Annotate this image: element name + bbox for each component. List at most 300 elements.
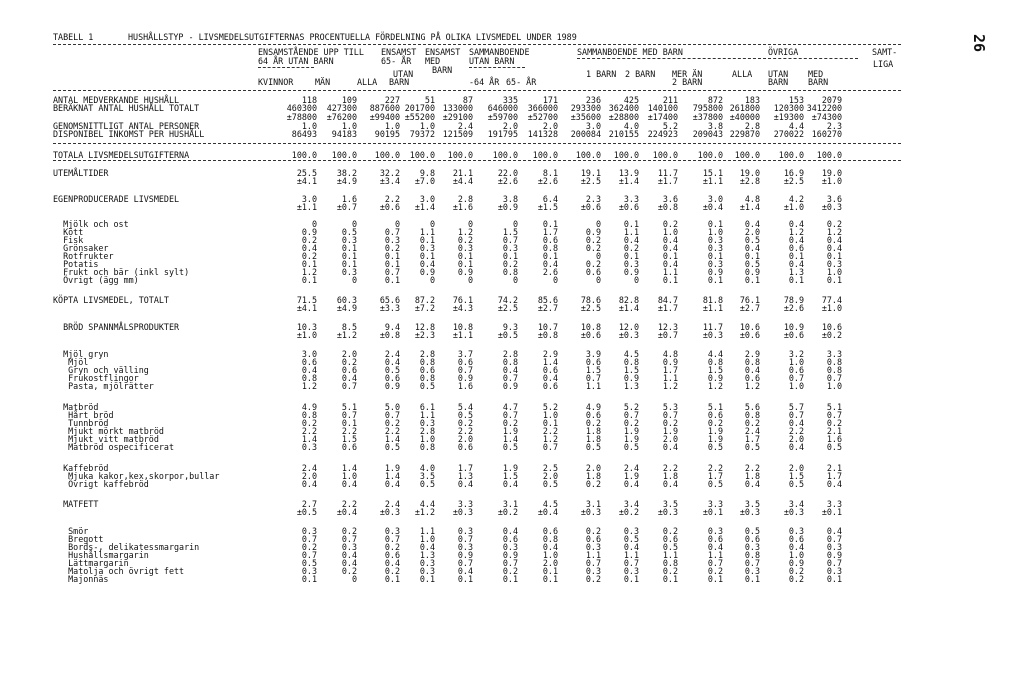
table-cell: 3.0 [301, 349, 317, 359]
table-cell: 160270 [811, 129, 842, 139]
table-cell: ±35600 [570, 112, 601, 122]
table-cell: 0.8 [301, 410, 317, 420]
table-cell: ±1.0 [296, 330, 317, 340]
table-cell: 8.5 [341, 322, 357, 332]
table-cell: 1.0 [542, 550, 558, 560]
table-cell: 0.6 [341, 442, 357, 452]
table-cell: 0.9 [457, 373, 473, 383]
table-cell: ±0.3 [618, 330, 639, 340]
table-cell: 1.1 [662, 550, 678, 560]
table-cell: ±59700 [487, 112, 518, 122]
table-cell: 3.9 [585, 349, 601, 359]
table-cell: 0.6 [542, 381, 558, 391]
table-cell: 2.2 [301, 426, 317, 436]
table-cell: 0 [429, 275, 435, 285]
table-cell: 3.8 [707, 121, 723, 131]
table-cell: 0.1 [707, 275, 723, 285]
table-cell: 0.1 [826, 275, 842, 285]
table-cell: ±76200 [326, 112, 357, 122]
table-cell: 1.9 [707, 426, 723, 436]
table-cell: 100.0 [697, 150, 723, 160]
table-cell: 1.2 [542, 434, 558, 444]
table-cell: 1.7 [826, 471, 842, 481]
table-cell: 236 [585, 95, 601, 105]
table-cell: 0.9 [585, 227, 601, 237]
table-cell: 0.9 [623, 267, 639, 277]
table-cell: 0.4 [623, 542, 639, 552]
table-cell: ±0.2 [821, 330, 842, 340]
table-cell: ±0.8 [657, 202, 678, 212]
table-cell: 0.4 [744, 365, 760, 375]
row-label: KÖPTA LIVSMEDEL, TOTALT [53, 295, 169, 305]
table-cell: 4.7 [502, 402, 518, 412]
table-cell: 3.0 [301, 194, 317, 204]
table-cell: 100.0 [734, 150, 760, 160]
row-label: MATFETT [53, 499, 99, 509]
table-cell: 2.2 [662, 463, 678, 473]
table-cell: 0.4 [662, 442, 678, 452]
table-cell: 0.9 [384, 381, 400, 391]
table-cell: 1.8 [585, 434, 601, 444]
table-cell: 21.1 [452, 168, 473, 178]
table-cell: 0.5 [788, 479, 804, 489]
table-cell: 293300 [570, 103, 601, 113]
table-cell: ±1.2 [414, 507, 435, 517]
table-cell: ±0.3 [452, 507, 473, 517]
header-group-samtliga-sub: LIGA [873, 59, 894, 69]
table-cell: 0.5 [744, 235, 760, 245]
table-cell: 2079 [821, 95, 842, 105]
table-cell: 0.4 [341, 479, 357, 489]
table-cell: 0.9 [419, 267, 435, 277]
table-cell: ±2.7 [537, 303, 558, 313]
header-group-samtliga: SAMT- [872, 47, 898, 57]
table-cell: 0.2 [826, 219, 842, 229]
table-cell: 0.2 [341, 357, 357, 367]
table-cell: 0.7 [301, 550, 317, 560]
table-cell: 0.6 [788, 365, 804, 375]
table-cell: 71.5 [296, 295, 317, 305]
table-cell: 0.3 [707, 235, 723, 245]
table-cell: 1.1 [623, 227, 639, 237]
row-label: Mjöl [53, 357, 89, 367]
table-cell: 10.6 [821, 322, 842, 332]
table-cell: 100.0 [778, 150, 804, 160]
table-cell: ±0.3 [702, 330, 723, 340]
table-cell: 0.3 [788, 526, 804, 536]
header-alla-2: ALLA [732, 69, 753, 79]
table-cell: 425 [623, 95, 639, 105]
table-cell: 0 [311, 219, 317, 229]
table-cell: 183 [744, 95, 760, 105]
table-cell: 0.1 [744, 251, 760, 261]
table-cell: 0.1 [707, 574, 723, 584]
table-cell: 78.9 [783, 295, 804, 305]
table-cell: 0.3 [384, 526, 400, 536]
table-cell: 0.2 [384, 542, 400, 552]
table-cell: 1.2 [662, 381, 678, 391]
table-cell: 227 [384, 95, 400, 105]
table-cell: 0.1 [623, 574, 639, 584]
table-cell: 0.7 [585, 373, 601, 383]
table-cell: 1.1 [585, 381, 601, 391]
table-cell: 0.7 [457, 558, 473, 568]
table-cell: 0.1 [457, 574, 473, 584]
table-cell: ±0.4 [537, 507, 558, 517]
table-cell: 872 [707, 95, 723, 105]
page-number: 26 [970, 34, 988, 53]
table-cell: 0.3 [744, 542, 760, 552]
table-cell: ±55200 [404, 112, 435, 122]
section-rule [53, 143, 901, 144]
table-cell: 0.5 [585, 442, 601, 452]
table-cell: ±0.3 [739, 507, 760, 517]
table-cell: ±1.0 [783, 202, 804, 212]
table-cell: 1.4 [384, 434, 400, 444]
table-cell: 1.4 [341, 463, 357, 473]
table-cell: 0.1 [457, 251, 473, 261]
table-cell: 12.0 [618, 322, 639, 332]
header-rule-1 [258, 67, 314, 68]
header-64: -64 ÅR [469, 77, 500, 87]
table-cell: 2.0 [457, 434, 473, 444]
table-cell: 0.8 [707, 357, 723, 367]
table-cell: 0.6 [542, 235, 558, 245]
table-cell: 5.2 [542, 402, 558, 412]
table-cell: 6.1 [419, 402, 435, 412]
header-group-ensamst-65: ENSAMST [381, 47, 417, 57]
table-cell: 19.1 [580, 168, 601, 178]
table-cell: ±78800 [286, 112, 317, 122]
table-cell: 0.4 [419, 259, 435, 269]
table-cell: 0.1 [623, 219, 639, 229]
table-cell: 0.4 [788, 542, 804, 552]
row-label: Mjuka kakor,kex,skorpor,bullar [53, 471, 220, 481]
table-cell: 0.4 [457, 479, 473, 489]
table-cell: 0.1 [542, 418, 558, 428]
table-cell: 0.3 [301, 526, 317, 536]
table-cell: 1.0 [419, 434, 435, 444]
header-mer-an: MER ÄN [672, 69, 703, 79]
table-cell: 1.0 [788, 550, 804, 560]
table-cell: 2.4 [623, 463, 639, 473]
table-cell: 1.2 [826, 227, 842, 237]
table-cell: 0.3 [707, 259, 723, 269]
table-cell: 90195 [374, 129, 400, 139]
table-cell: 229870 [729, 129, 760, 139]
table-cell: ±4.3 [452, 303, 473, 313]
table-cell: ±7.0 [414, 176, 435, 186]
table-cell: 13.9 [618, 168, 639, 178]
table-cell: 0.3 [419, 418, 435, 428]
table-cell: 0.2 [341, 566, 357, 576]
table-cell: 0.1 [826, 574, 842, 584]
table-cell: 0.1 [384, 259, 400, 269]
table-cell: 0.2 [662, 526, 678, 536]
table-cell: 224923 [647, 129, 678, 139]
table-cell: 1.0 [826, 267, 842, 277]
row-label: Fisk [53, 235, 84, 245]
table-cell: 3.2 [788, 349, 804, 359]
table-cell: 2.4 [744, 426, 760, 436]
header-bottom-rule [53, 90, 901, 91]
table-cell: 0 [351, 275, 357, 285]
table-cell: 0.6 [542, 365, 558, 375]
table-cell: 0.4 [384, 479, 400, 489]
table-cell: 140100 [647, 103, 678, 113]
table-cell: 1.2 [744, 381, 760, 391]
table-cell: 3.3 [826, 349, 842, 359]
table-cell: 0.3 [341, 235, 357, 245]
table-cell: 1.4 [384, 471, 400, 481]
table-cell: 0.8 [744, 410, 760, 420]
table-cell: 0.1 [744, 574, 760, 584]
table-cell: 81.8 [702, 295, 723, 305]
table-cell: 0.7 [826, 373, 842, 383]
table-cell: 0.3 [707, 526, 723, 536]
header-utan: UTAN [393, 69, 414, 79]
table-cell: 2.2 [457, 426, 473, 436]
table-cell: 0.4 [542, 542, 558, 552]
table-cell: 0.1 [419, 574, 435, 584]
table-cell: 0.6 [419, 365, 435, 375]
table-cell: 0.3 [419, 566, 435, 576]
table-cell: 1.6 [457, 381, 473, 391]
header-top-rule [53, 44, 901, 45]
table-cell: 1.9 [662, 426, 678, 436]
table-cell: 0.4 [457, 566, 473, 576]
table-cell: ±1.1 [702, 176, 723, 186]
row-label: Potatis [53, 259, 99, 269]
table-cell: ±0.3 [783, 507, 804, 517]
row-label: Smör [53, 526, 89, 536]
table-cell: 0.2 [384, 566, 400, 576]
table-cell: 0.1 [502, 574, 518, 584]
table-cell: 9.4 [384, 322, 400, 332]
table-cell: 2.3 [826, 121, 842, 131]
table-cell: 4.5 [542, 499, 558, 509]
table-cell: 0.1 [662, 251, 678, 261]
table-cell: 0.3 [826, 259, 842, 269]
table-cell: 0 [351, 574, 357, 584]
table-cell: 0.7 [623, 410, 639, 420]
table-cell: 0.7 [457, 365, 473, 375]
table-cell: 3.5 [744, 499, 760, 509]
table-cell: 0.4 [301, 479, 317, 489]
table-cell: ±1.4 [618, 303, 639, 313]
table-cell: 0.9 [707, 267, 723, 277]
table-cell: 0.4 [788, 418, 804, 428]
table-cell: 0.3 [301, 442, 317, 452]
table-cell: 0.6 [542, 526, 558, 536]
table-cell: 0.8 [502, 357, 518, 367]
table-cell: 84.7 [657, 295, 678, 305]
table-cell: 1.4 [542, 357, 558, 367]
header-group-ensamst-barn-sub: MED [425, 56, 441, 66]
table-cell: 5.1 [707, 402, 723, 412]
table-cell: 4.2 [788, 194, 804, 204]
table-cell: 0.3 [826, 566, 842, 576]
table-cell: ±0.5 [296, 507, 317, 517]
table-cell: 1.2 [457, 227, 473, 237]
table-cell: 0.1 [341, 418, 357, 428]
table-cell: 0.1 [788, 275, 804, 285]
table-cell: 87 [462, 95, 473, 105]
table-cell: 1.2 [707, 381, 723, 391]
table-cell: 79372 [409, 129, 435, 139]
table-cell: 2.2 [744, 463, 760, 473]
table-cell: 0.3 [457, 243, 473, 253]
table-cell: 0.4 [744, 479, 760, 489]
table-cell: 1.9 [384, 463, 400, 473]
table-cell: 0.6 [788, 534, 804, 544]
table-cell: 1.0 [301, 121, 317, 131]
table-cell: 0.1 [384, 251, 400, 261]
header-mer-an-2barn: 2 BARN [672, 77, 703, 87]
table-cell: 82.8 [618, 295, 639, 305]
table-cell: 1.6 [826, 434, 842, 444]
table-cell: 3.0 [707, 194, 723, 204]
table-cell: 0.2 [301, 542, 317, 552]
table-cell: 133000 [442, 103, 473, 113]
table-cell: 0.6 [585, 534, 601, 544]
table-cell: 0.4 [542, 373, 558, 383]
table-cell: 366000 [527, 103, 558, 113]
table-cell: 0.7 [826, 534, 842, 544]
table-cell: 0.8 [826, 365, 842, 375]
table-cell: ±4.1 [296, 303, 317, 313]
table-cell: 0.7 [585, 558, 601, 568]
table-cell: 51 [424, 95, 435, 105]
table-cell: 3.4 [623, 499, 639, 509]
table-cell: 0.3 [623, 259, 639, 269]
table-cell: 100.0 [613, 150, 639, 160]
table-cell: 0.1 [502, 251, 518, 261]
table-cell: ±1.6 [452, 202, 473, 212]
table-cell: 0.6 [707, 410, 723, 420]
table-cell: 0.1 [826, 251, 842, 261]
table-cell: ±0.7 [336, 202, 357, 212]
header-ovriga-utan-barn: BARN [768, 77, 789, 87]
table-cell: 0.9 [502, 381, 518, 391]
table-cell: 2.2 [341, 499, 357, 509]
table-cell: 118 [301, 95, 317, 105]
table-cell: 2.0 [542, 558, 558, 568]
table-cell: 171 [542, 95, 558, 105]
table-cell: 0.7 [502, 235, 518, 245]
table-cell: 0.3 [419, 558, 435, 568]
table-cell: 887600 [369, 103, 400, 113]
table-cell: ±99400 [369, 112, 400, 122]
table-cell: 0.2 [301, 418, 317, 428]
table-cell: 1.5 [502, 471, 518, 481]
table-cell: 1.3 [623, 381, 639, 391]
table-cell: 0.5 [623, 442, 639, 452]
table-cell: 2.0 [662, 434, 678, 444]
table-cell: 0.4 [301, 243, 317, 253]
table-cell: 0.3 [502, 542, 518, 552]
row-label: Rotfrukter [53, 251, 114, 261]
row-label: GENOMSNITTLIGT ANTAL PERSONER [53, 121, 200, 131]
table-cell: 0.9 [788, 558, 804, 568]
table-cell: ±52700 [527, 112, 558, 122]
table-cell: 0.4 [707, 542, 723, 552]
row-label: Mjölk och ost [53, 219, 129, 229]
table-cell: 2.2 [788, 426, 804, 436]
table-cell: 0.9 [457, 550, 473, 560]
row-label: Frukt och bär (inkl sylt) [53, 267, 190, 277]
table-cell: 86493 [291, 129, 317, 139]
row-label: DISPONIBEL INKOMST PER HUSHÅLL [53, 129, 205, 139]
table-cell: 0.8 [826, 357, 842, 367]
table-number: TABELL 1 [53, 32, 94, 42]
table-cell: 0.7 [341, 410, 357, 420]
table-cell: 0.2 [788, 574, 804, 584]
table-cell: 0.8 [542, 243, 558, 253]
row-label: TOTALA LIVSMEDELSUTGIFTERNA [53, 150, 190, 160]
table-cell: 4.4 [788, 121, 804, 131]
table-cell: 78.6 [580, 295, 601, 305]
table-cell: 0.6 [788, 243, 804, 253]
header-group-sammanboende-med-barn: SAMMANBOENDE MED BARN [577, 47, 683, 57]
table-cell: 1.1 [662, 373, 678, 383]
row-label: Hårt bröd [53, 410, 114, 420]
table-cell: ±0.6 [783, 330, 804, 340]
table-cell: 0.4 [341, 558, 357, 568]
table-cell: 0.6 [502, 534, 518, 544]
row-label: Mjöl gryn [53, 349, 109, 359]
table-cell: 1.4 [301, 434, 317, 444]
row-label: Övrigt kaffebröd [53, 479, 149, 489]
table-cell: 1.1 [585, 550, 601, 560]
table-cell: 0.2 [707, 418, 723, 428]
table-cell: ±40000 [729, 112, 760, 122]
table-cell: 74.2 [497, 295, 518, 305]
header-man: MÄN [315, 77, 331, 87]
table-cell: 0.2 [502, 566, 518, 576]
table-cell: 11.7 [702, 322, 723, 332]
table-cell: 4.9 [585, 402, 601, 412]
table-cell: 0.1 [662, 275, 678, 285]
table-cell: 1.0 [419, 534, 435, 544]
table-cell: 3.0 [585, 121, 601, 131]
row-label: Matolja och övrigt fett [53, 566, 185, 576]
table-cell: 0.5 [662, 542, 678, 552]
row-label: Hushållsmargarin [53, 550, 149, 560]
table-cell: 0.8 [623, 357, 639, 367]
table-cell: ±0.4 [702, 202, 723, 212]
table-cell: 0.1 [341, 243, 357, 253]
table-cell: 261800 [729, 103, 760, 113]
table-cell: 0.3 [341, 542, 357, 552]
table-cell: 5.2 [662, 121, 678, 131]
table-cell: ±1.4 [414, 202, 435, 212]
table-cell: 5.0 [384, 402, 400, 412]
table-cell: 0.2 [623, 243, 639, 253]
table-cell: 1.5 [623, 365, 639, 375]
table-cell: 0.6 [585, 267, 601, 277]
table-cell: 0.5 [301, 558, 317, 568]
table-cell: 0.4 [542, 259, 558, 269]
table-cell: 2.0 [502, 121, 518, 131]
table-cell: 2.9 [542, 349, 558, 359]
table-cell: 0.6 [744, 534, 760, 544]
table-cell: 0.7 [502, 410, 518, 420]
table-cell: 0.1 [301, 574, 317, 584]
table-cell: 0.8 [542, 534, 558, 544]
table-cell: 1.9 [502, 463, 518, 473]
header-group-ovriga: ÖVRIGA [768, 47, 799, 57]
